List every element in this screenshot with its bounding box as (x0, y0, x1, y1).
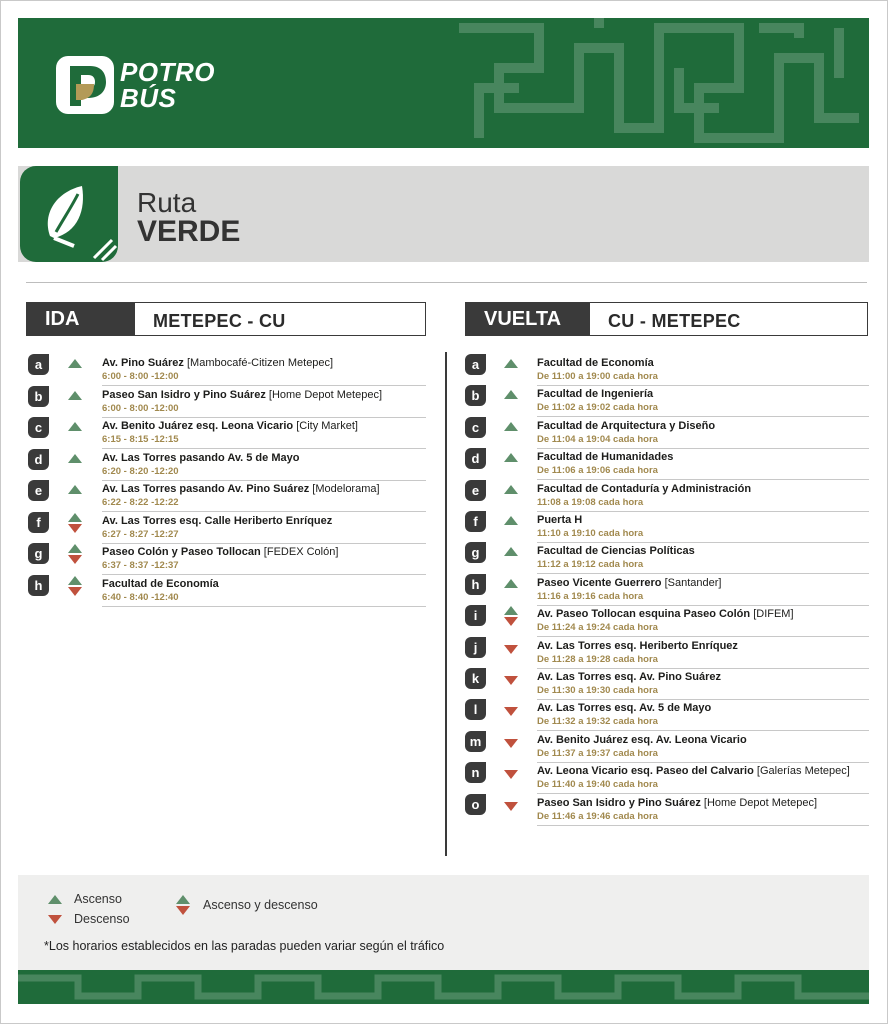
ascenso-indicator-icon (68, 449, 84, 475)
stop-name: Av. Las Torres esq. Av. 5 de Mayo (537, 702, 712, 715)
ascenso-indicator-icon (504, 574, 520, 600)
descenso-icon (68, 587, 82, 596)
ascenso-icon (68, 485, 82, 494)
stop-info (537, 671, 869, 700)
ascenso-icon (504, 453, 518, 462)
logo-text (120, 59, 215, 111)
stop-info (102, 389, 426, 418)
stop-info (102, 452, 426, 481)
vuelta-stop (465, 699, 869, 730)
ida-header (26, 302, 426, 336)
stop-landmark: [Galerías Metepec] (756, 765, 850, 778)
stop-name: Av. Las Torres esq. Av. Pino Suárez (537, 671, 722, 683)
stop-name: Paseo San Isidro y Pino Suárez (102, 388, 266, 401)
ascenso-icon (504, 422, 518, 431)
legend (18, 875, 869, 970)
stop-landmark: [Home Depot Metepec] (268, 388, 383, 401)
ida-tag: IDA (27, 303, 135, 335)
stop-schedule: 11:08 a 19:08 cada hora (537, 496, 644, 508)
descenso-icon (48, 915, 62, 924)
stop-info (537, 797, 869, 826)
descenso-indicator-icon (504, 637, 520, 663)
stop-schedule: De 11:04 a 19:04 cada hora (537, 433, 658, 445)
ida-stop (28, 575, 426, 606)
stop-letter: m (465, 731, 486, 752)
stop-schedule: De 11:32 a 19:32 cada hora (537, 716, 658, 728)
stop-schedule: 11:12 a 19:12 cada hora (537, 559, 644, 571)
stop-name-line (102, 578, 426, 591)
stop-schedule: 6:00 - 8:00 -12:00 (102, 371, 179, 382)
ascenso-indicator-icon (504, 480, 520, 506)
ascenso-indicator-icon (68, 417, 84, 443)
stop-name: Av. Las Torres esq. Heriberto Enríquez (537, 639, 738, 652)
ascenso-indicator-icon (504, 385, 520, 411)
stop-schedule: De 11:28 a 19:28 cada hora (537, 653, 658, 665)
stop-schedule: De 11:37 a 19:37 cada hora (537, 747, 658, 759)
stop-name-line (102, 452, 426, 465)
stop-letter: a (28, 354, 49, 375)
stop-info (537, 608, 869, 637)
ida-stop (28, 512, 426, 543)
stop-letter: e (28, 480, 49, 501)
stop-name: Av. Benito Juárez esq. Leona Vicario (102, 420, 294, 432)
ida-stop (28, 480, 426, 511)
stop-letter: f (28, 512, 49, 533)
ascenso-icon (504, 485, 518, 494)
descenso-icon (504, 645, 518, 654)
ascenso-icon (68, 422, 82, 431)
stop-schedule: 11:10 a 19:10 cada hora (537, 528, 644, 539)
stop-letter: l (465, 699, 486, 720)
legend-ascenso-label: Ascenso (74, 892, 122, 906)
stop-letter: i (465, 605, 486, 626)
stop-letter: h (28, 575, 49, 596)
ascenso-indicator-icon (504, 511, 520, 537)
stop-info (537, 702, 869, 731)
descenso-icon (504, 739, 518, 748)
stop-info (537, 514, 869, 543)
ascenso-icon (68, 576, 82, 585)
vuelta-stop (465, 511, 869, 542)
stop-letter: e (465, 480, 486, 501)
stop-name-line (537, 545, 869, 558)
stop-name: Av. Paseo Tollocan esquina Paseo Colón (537, 608, 751, 621)
stop-name: Av. Las Torres pasando Av. Pino Suárez (102, 483, 310, 495)
ascenso-indicator-icon (504, 448, 520, 474)
stop-name-line (102, 389, 426, 402)
stop-schedule: 6:22 - 8:22 -12:22 (102, 497, 179, 508)
legend-ambos (176, 898, 318, 912)
stop-info (537, 734, 869, 763)
stop-letter: n (465, 762, 486, 783)
ascenso-icon (504, 606, 518, 615)
stop-name: Facultad de Humanidades (537, 451, 674, 464)
ascenso-icon (68, 544, 82, 553)
ida-stop (28, 417, 426, 448)
descenso-icon (504, 707, 518, 716)
legend-ambos-label: Ascenso y descenso (203, 898, 318, 912)
route-badge (20, 166, 118, 262)
vuelta-stop (465, 637, 869, 668)
stop-letter: b (28, 386, 49, 407)
descenso-indicator-icon (504, 794, 520, 820)
stop-name: Facultad de Ingeniería (537, 388, 654, 401)
ascenso-icon (504, 359, 518, 368)
stop-info (102, 483, 426, 512)
route-name: VERDE (137, 215, 241, 248)
stop-info (537, 640, 869, 669)
stop-name-line (537, 608, 869, 621)
legend-descenso (48, 912, 130, 926)
ascenso-icon (68, 391, 82, 400)
stop-info (102, 578, 426, 607)
route-title-bar (18, 166, 869, 262)
stop-name: Av. Las Torres esq. Calle Heriberto Enríquez (102, 514, 333, 527)
stop-info (537, 388, 869, 417)
vuelta-stop (465, 448, 869, 479)
descenso-icon (504, 676, 518, 685)
stop-name: Av. Las Torres pasando Av. 5 de Mayo (102, 451, 300, 464)
ascenso-indicator-icon (504, 417, 520, 443)
stop-schedule: De 11:06 a 19:06 cada hora (537, 465, 658, 477)
stop-schedule: 6:15 - 8:15 -12:15 (102, 434, 179, 445)
stop-name: Facultad de Arquitectura y Diseño (537, 419, 716, 432)
descenso-icon (68, 555, 82, 564)
stop-letter: b (465, 385, 486, 406)
stop-name-line (102, 357, 426, 370)
stop-schedule: De 11:00 a 19:00 cada hora (537, 371, 658, 382)
ambos-indicator-icon (68, 543, 84, 569)
stop-name-line (537, 640, 869, 653)
maze-pattern (449, 18, 869, 148)
logo-line2: BÚS (120, 83, 177, 113)
stop-letter: k (465, 668, 486, 689)
ambos-indicator-icon (68, 575, 84, 601)
ascenso-indicator-icon (68, 354, 84, 380)
descenso-icon (504, 770, 518, 779)
stop-name-line (537, 357, 869, 370)
stop-name: Av. Leona Vicario esq. Paseo del Calvario (537, 765, 754, 778)
stop-landmark: [FEDEX Colón] (263, 546, 339, 558)
stop-schedule: 6:20 - 8:20 -12:20 (102, 465, 179, 477)
stop-schedule: De 11:02 a 19:02 cada hora (537, 402, 658, 414)
stop-schedule: De 11:40 a 19:40 cada hora (537, 779, 658, 791)
ascenso-indicator-icon (504, 354, 520, 380)
stop-info (537, 765, 869, 794)
stop-name-line (102, 420, 426, 433)
divider (26, 282, 867, 283)
ambos-down-icon (176, 906, 190, 915)
stop-name-line (537, 797, 869, 810)
vuelta-header (465, 302, 868, 336)
stop-schedule: 6:40 - 8:40 -12:40 (102, 591, 179, 603)
column-divider (445, 352, 447, 856)
stop-name-line (537, 702, 869, 715)
ida-stop (28, 543, 426, 574)
stop-info (537, 577, 869, 606)
header-banner (18, 18, 869, 148)
stop-info (537, 545, 869, 574)
descenso-indicator-icon (504, 731, 520, 757)
stop-name-line (537, 483, 869, 496)
stop-name: Facultad de Contaduría y Administración (537, 482, 752, 495)
ida-destination: METEPEC - CU (153, 311, 286, 331)
stop-name-line (537, 514, 869, 527)
stop-letter: d (28, 449, 49, 470)
stop-landmark: [Modelorama] (312, 483, 380, 495)
stop-info (102, 515, 426, 544)
vuelta-stop (465, 731, 869, 762)
legend-ascenso (48, 892, 122, 906)
vuelta-stop (465, 794, 869, 825)
stop-name: Facultad de Economía (537, 357, 654, 369)
ambos-indicator-icon (68, 512, 84, 538)
stop-letter: g (465, 542, 486, 563)
stop-letter: g (28, 543, 49, 564)
stop-name-line (537, 765, 869, 778)
stop-name-line (537, 420, 869, 433)
stop-schedule: De 11:46 a 19:46 cada hora (537, 810, 658, 822)
stop-name: Facultad de Economía (102, 577, 219, 590)
ascenso-icon (68, 513, 82, 522)
stop-name-line (537, 734, 869, 747)
ascenso-indicator-icon (68, 386, 84, 412)
stop-name-line (537, 451, 869, 464)
ambos-up-icon (176, 895, 190, 904)
vuelta-stop (465, 542, 869, 573)
stop-name-line (102, 515, 426, 528)
vuelta-stop (465, 668, 869, 699)
stop-schedule: 6:27 - 8:27 -12:27 (102, 528, 179, 540)
stop-name-line (537, 577, 869, 590)
stop-name: Paseo Colón y Paseo Tollocan (102, 546, 261, 558)
stop-info (102, 546, 426, 575)
descenso-indicator-icon (504, 699, 520, 725)
vuelta-stop (465, 385, 869, 416)
stop-info (537, 483, 869, 512)
descenso-indicator-icon (504, 762, 520, 788)
ambos-indicator-icon (504, 605, 520, 631)
descenso-icon (68, 524, 82, 533)
legend-note: *Los horarios establecidos en las paradas pueden variar según el tráfico (44, 939, 445, 953)
stop-letter: c (465, 417, 486, 438)
stop-letter: h (465, 574, 486, 595)
stop-landmark: [Mambocafé-Citizen Metepec] (186, 357, 334, 369)
leaf-icon (20, 166, 118, 262)
stop-letter: d (465, 448, 486, 469)
stop-name: Paseo San Isidro y Pino Suárez (537, 796, 701, 809)
ascenso-icon (504, 547, 518, 556)
stop-letter: f (465, 511, 486, 532)
vuelta-stop (465, 605, 869, 636)
descenso-indicator-icon (504, 668, 520, 694)
ascenso-icon (504, 516, 518, 525)
vuelta-stop (465, 762, 869, 793)
stop-name: Puerta H (537, 514, 583, 526)
stop-schedule: De 11:30 a 19:30 cada hora (537, 685, 658, 696)
stop-name: Paseo Vicente Guerrero (537, 576, 662, 589)
stop-name-line (102, 483, 426, 496)
stop-schedule: 6:00 - 8:00 -12:00 (102, 402, 179, 414)
vuelta-stop (465, 574, 869, 605)
stop-schedule: 11:16 a 19:16 cada hora (537, 590, 644, 602)
ascenso-indicator-icon (504, 542, 520, 568)
vuelta-stop (465, 417, 869, 448)
stop-letter: a (465, 354, 486, 375)
vuelta-stop (465, 354, 869, 385)
legend-descenso-label: Descenso (74, 912, 130, 926)
stop-info (537, 357, 869, 386)
footer-banner (18, 970, 869, 1004)
stop-landmark: [Home Depot Metepec] (703, 796, 818, 809)
ascenso-icon (48, 895, 62, 904)
ida-stop (28, 386, 426, 417)
vuelta-destination: CU - METEPEC (608, 311, 741, 331)
descenso-icon (504, 617, 518, 626)
stop-landmark: [DIFEM] (753, 608, 794, 621)
vuelta-tag: VUELTA (466, 303, 590, 335)
potrobus-logo (54, 54, 215, 116)
logo-mark-icon (54, 54, 116, 116)
ascenso-indicator-icon (68, 480, 84, 506)
stop-letter: j (465, 637, 486, 658)
stop-name-line (537, 388, 869, 401)
ascenso-icon (504, 579, 518, 588)
ida-stop (28, 449, 426, 480)
stop-info (537, 420, 869, 449)
stop-letter: o (465, 794, 486, 815)
ascenso-icon (68, 454, 82, 463)
stop-info (102, 357, 426, 386)
route-label: Ruta (137, 187, 197, 218)
vuelta-stop (465, 480, 869, 511)
stop-name: Facultad de Ciencias Políticas (537, 545, 695, 558)
ascenso-icon (68, 359, 82, 368)
stop-landmark: [City Market] (296, 420, 358, 432)
stop-name: Av. Benito Juárez esq. Av. Leona Vicario (537, 733, 747, 746)
ida-stop (28, 354, 426, 385)
stop-info (537, 451, 869, 480)
descenso-icon (504, 802, 518, 811)
stop-name-line (102, 546, 426, 559)
stop-letter: c (28, 417, 49, 438)
stop-name-line (537, 671, 869, 684)
stop-schedule: De 11:24 a 19:24 cada hora (537, 622, 658, 634)
logo-line1: POTRO (120, 57, 215, 87)
stop-name: Av. Pino Suárez (102, 357, 184, 369)
stop-schedule: 6:37 - 8:37 -12:37 (102, 560, 179, 571)
ascenso-icon (504, 390, 518, 399)
footer-pattern (18, 970, 869, 1004)
stop-info (102, 420, 426, 449)
stop-landmark: [Santander] (664, 576, 722, 589)
